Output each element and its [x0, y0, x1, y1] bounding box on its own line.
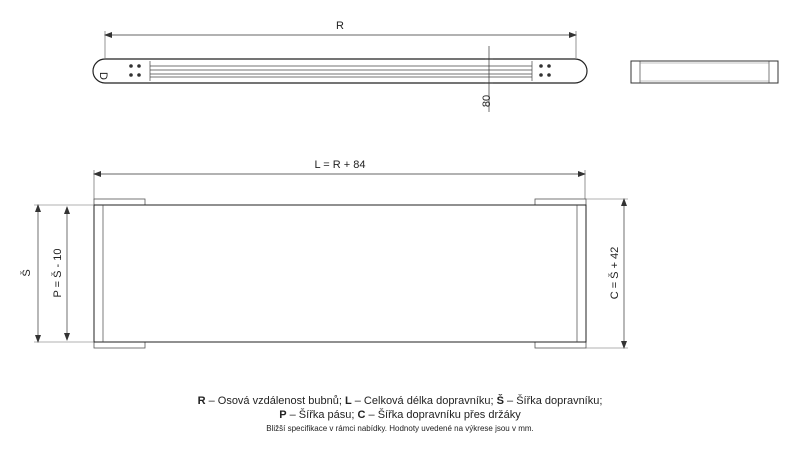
- conveyor-profile: [93, 59, 587, 83]
- legend-text-r: – Osová vzdálenost bubnů;: [205, 395, 345, 407]
- side-view: [93, 20, 587, 112]
- legend-line-1: [0, 394, 800, 408]
- plan-view: [20, 159, 628, 348]
- legend-key-l: L: [344, 395, 352, 407]
- end-marker-label: D: [97, 72, 109, 80]
- legend-text-p: – Šířka pásu;: [286, 409, 358, 421]
- end-view-body: [631, 61, 778, 83]
- legend-text-s: – Šířka dopravníku;: [503, 395, 603, 407]
- dim-p-label: P = Š - 10: [52, 248, 64, 298]
- belt-body: [94, 205, 586, 342]
- dim-s-label: Š: [21, 269, 33, 277]
- legend-key-c: C: [357, 409, 366, 421]
- legend-key-p: P: [279, 409, 287, 421]
- legend-text-c: – Šířka dopravníku přes držáky: [365, 409, 521, 421]
- legend-key-r: R: [197, 395, 206, 407]
- dim-80-label: 80: [481, 94, 493, 108]
- dim-l-label: L = R + 84: [314, 159, 366, 171]
- end-view: [631, 61, 778, 83]
- dim-r-label: R: [336, 20, 344, 32]
- legend-note: Bližší specifikace v rámci nabídky. Hodnoty uvedené na výkrese jsou v mm.: [266, 424, 534, 433]
- legend-line-2: [0, 408, 800, 422]
- legend-key-s: Š: [496, 395, 504, 407]
- dim-c-label: C = Š + 42: [609, 246, 621, 300]
- legend-text-l: – Celková délka dopravníku;: [351, 395, 497, 407]
- legend: [0, 394, 800, 435]
